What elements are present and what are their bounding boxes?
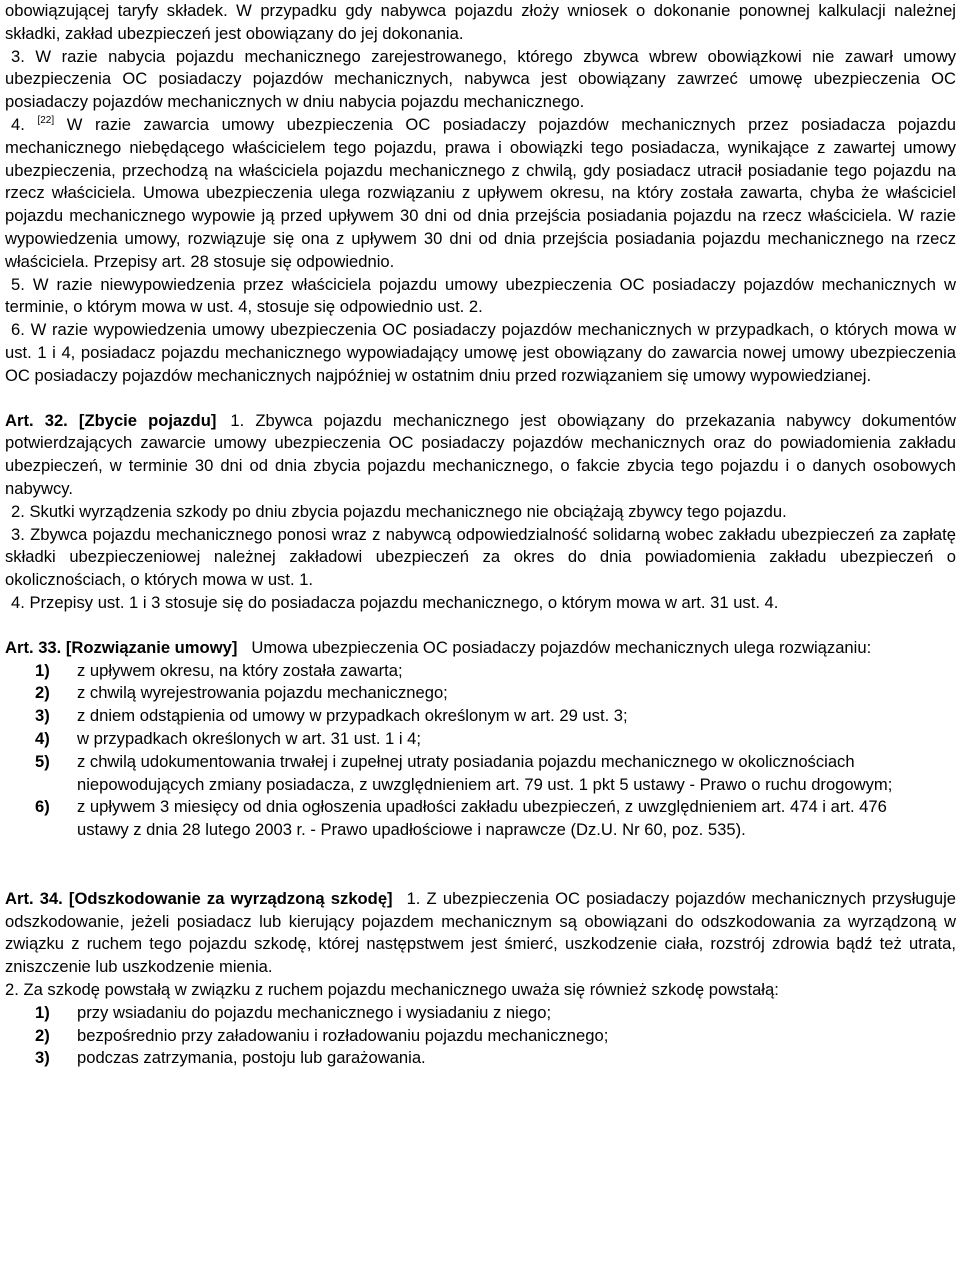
list-item — [5, 1047, 956, 1070]
list-item — [5, 682, 956, 705]
article-32-paragraph-1: 1. Zbywca pojazdu mechanicznego jest obowiązany do przekazania nabywcy dokumentów potwierdzających zawarcie umowy ubezpieczenia OC posiadaczy pojazdów mechanicznych oraz do powiadomienia zakładu ubezpieczeń, w terminie 30 dni od dnia zbycia pojazdu mechanicznego, o fakcie zbycia tego pojazdu i o danych osobowych nabywcy. — [5, 410, 956, 498]
article-34-paragraph-1: 1. Z ubezpieczenia OC posiadaczy pojazdów mechanicznych przysługuje odszkodowanie, jeżeli posiadacz lub kierujący pojazdem mechanicznym są obowiązani do odszkodowania za wyrządzoną w związku z ruchem tego pojazdu szkodę, której następstwem jest śmierć, uszkodzenie ciała, rozstrój zdrowia bądź też utrata, zniszczenie lub uszkodzenie mienia. — [5, 888, 956, 977]
paragraph-4-text: W razie zawarcia umowy ubezpieczenia OC posiadaczy pojazdów mechanicznych przez posiadacza pojazdu mechanicznego niebędącego właścicielem tego pojazdu, prawa i obowiązki tego posiadacza, wynikające z zawartej umowy ubezpieczenia, przechodzą na właściciela pojazdu mechanicznego z chwilą, gdy posiadacz utracił posiadanie tego pojazdu na rzecz właściciela. Umowa ubezpieczenia ulega rozwiązaniu z upływem okresu, na który została zawarta, chyba że właściciel pojazdu mechanicznego wypowie ją przed upływem 30 dni od dnia przejścia posiadania pojazdu na rzecz właściciela. W razie wypowiedzenia umowy, rozwiązuje się ona z upływem 30 dni od dnia przejścia posiadania pojazdu mechanicznego na rzecz właściciela. Przepisy art. 28 stosuje się odpowiednio. — [5, 114, 956, 271]
paragraph-4 — [5, 114, 956, 274]
article-33-list — [5, 660, 956, 842]
footnote-reference: [22] — [37, 114, 55, 126]
paragraph-3: 3. W razie nabycia pojazdu mechanicznego zarejestrowanego, którego zbywca wbrew obowiązkowi nie zawarł umowy ubezpieczenia OC posiadaczy pojazdów mechanicznych, nabywca jest obowiązany zawrzeć umowę ubezpieczenia OC posiadaczy pojazdów mechanicznych w dniu nabycia pojazdu mechanicznego. — [5, 46, 956, 112]
list-item-number: 1) — [35, 660, 50, 680]
paragraph-4-number: 4. — [11, 114, 25, 134]
list-item-text: w przypadkach określonych w art. 31 ust. 1 i 4; — [77, 728, 422, 748]
paragraph-6: 6. W razie wypowiedzenia umowy ubezpieczenia OC posiadaczy pojazdów mechanicznych w przypadkach, o których mowa w ust. 1 i 4, posiadacz pojazdu mechanicznego wypowiadający umowę jest obowiązany do zawarcia nowej umowy ubezpieczenia OC posiadaczy pojazdów mechanicznych najpóźniej w ostatnim dniu przed rozwiązaniem się umowy wypowiedzianej. — [5, 320, 956, 385]
paragraph-continuation: obowiązującej taryfy składek. W przypadku gdy nabywca pojazdu złoży wniosek o dokonanie ponownej kalkulacji należnej składki, zakład ubezpieczeń jest obowiązany do jej dokonania. — [5, 1, 956, 43]
article-34 — [5, 888, 956, 979]
list-item-number: 3) — [35, 706, 50, 726]
list-item-text: z upływem okresu, na który została zawarta; — [77, 660, 403, 680]
list-item-number: 4) — [35, 728, 50, 748]
list-item — [5, 728, 956, 751]
list-item-number: 2) — [35, 683, 50, 703]
article-32-paragraph-4: 4. Przepisy ust. 1 i 3 stosuje się do posiadacza pojazdu mechanicznego, o którym mowa w art. 31 ust. 4. — [11, 592, 779, 612]
article-33-intro: Umowa ubezpieczenia OC posiadaczy pojazdów mechanicznych ulega rozwiązaniu: — [251, 637, 872, 657]
article-32-heading: Art. 32. [Zbycie pojazdu] — [5, 410, 217, 430]
list-item — [5, 796, 956, 842]
article-33 — [5, 637, 956, 660]
article-32-paragraph-2: 2. Skutki wyrządzenia szkody po dniu zbycia pojazdu mechanicznego nie obciążają zbywcy tego pojazdu. — [11, 501, 787, 521]
article-34-paragraph-2: 2. Za szkodę powstałą w związku z ruchem pojazdu mechanicznego uważa się również szkodę powstałą: — [5, 980, 779, 1000]
list-item-number: 5) — [35, 751, 50, 771]
article-33-heading: Art. 33. [Rozwiązanie umowy] — [5, 637, 238, 657]
list-item — [5, 1025, 956, 1048]
list-item-text: z chwilą udokumentowania trwałej i zupełnej utraty posiadania pojazdu mechanicznego w okolicznościach niepowodujących zmiany posiadacza, z uwzględnieniem art. 79 ust. 1 pkt 5 ustawy - Prawo o ruchu drogowym; — [77, 751, 893, 794]
paragraph-5: 5. W razie niewypowiedzenia przez właściciela pojazdu umowy ubezpieczenia OC posiadaczy pojazdów mechanicznych w terminie, o którym mowa w ust. 4, stosuje się odpowiednio ust. 2. — [5, 274, 956, 317]
list-item — [5, 751, 956, 797]
list-item — [5, 660, 956, 683]
list-item-text: przy wsiadaniu do pojazdu mechanicznego i wysiadaniu z niego; — [77, 1002, 552, 1022]
article-32 — [5, 410, 956, 501]
article-32-paragraph-3: 3. Zbywca pojazdu mechanicznego ponosi wraz z nabywcą odpowiedzialność solidarną wobec zakładu ubezpieczeń za zapłatę składki ubezpieczeniowej należnej zakładowi ubezpieczeń za okres do dnia powiadomienia zakładu ubezpieczeń o okolicznościach, o których mowa w ust. 1. — [5, 524, 956, 590]
list-item-number: 3) — [35, 1048, 50, 1068]
list-item-text: bezpośrednio przy załadowaniu i rozładowaniu pojazdu mechanicznego; — [77, 1025, 609, 1045]
list-item-number: 2) — [35, 1025, 50, 1045]
list-item — [5, 705, 956, 728]
list-item — [5, 1002, 956, 1025]
list-item-number: 1) — [35, 1002, 50, 1022]
list-item-text: podczas zatrzymania, postoju lub garażowania. — [77, 1048, 426, 1068]
list-item-text: z dniem odstąpienia od umowy w przypadkach określonym w art. 29 ust. 3; — [77, 706, 628, 726]
list-item-text: z chwilą wyrejestrowania pojazdu mechanicznego; — [77, 683, 448, 703]
article-34-heading: Art. 34. [Odszkodowanie za wyrządzoną szkodę] — [5, 888, 393, 908]
list-item-text: z upływem 3 miesięcy od dnia ogłoszenia upadłości zakładu ubezpieczeń, z uwzględnieniem art. 474 i art. 476 ustawy z dnia 28 lutego 2003 r. - Prawo upadłościowe i naprawcze (Dz.U. Nr 60, poz. 535). — [77, 797, 887, 840]
list-item-number: 6) — [35, 797, 50, 817]
article-34-list — [5, 1002, 956, 1070]
